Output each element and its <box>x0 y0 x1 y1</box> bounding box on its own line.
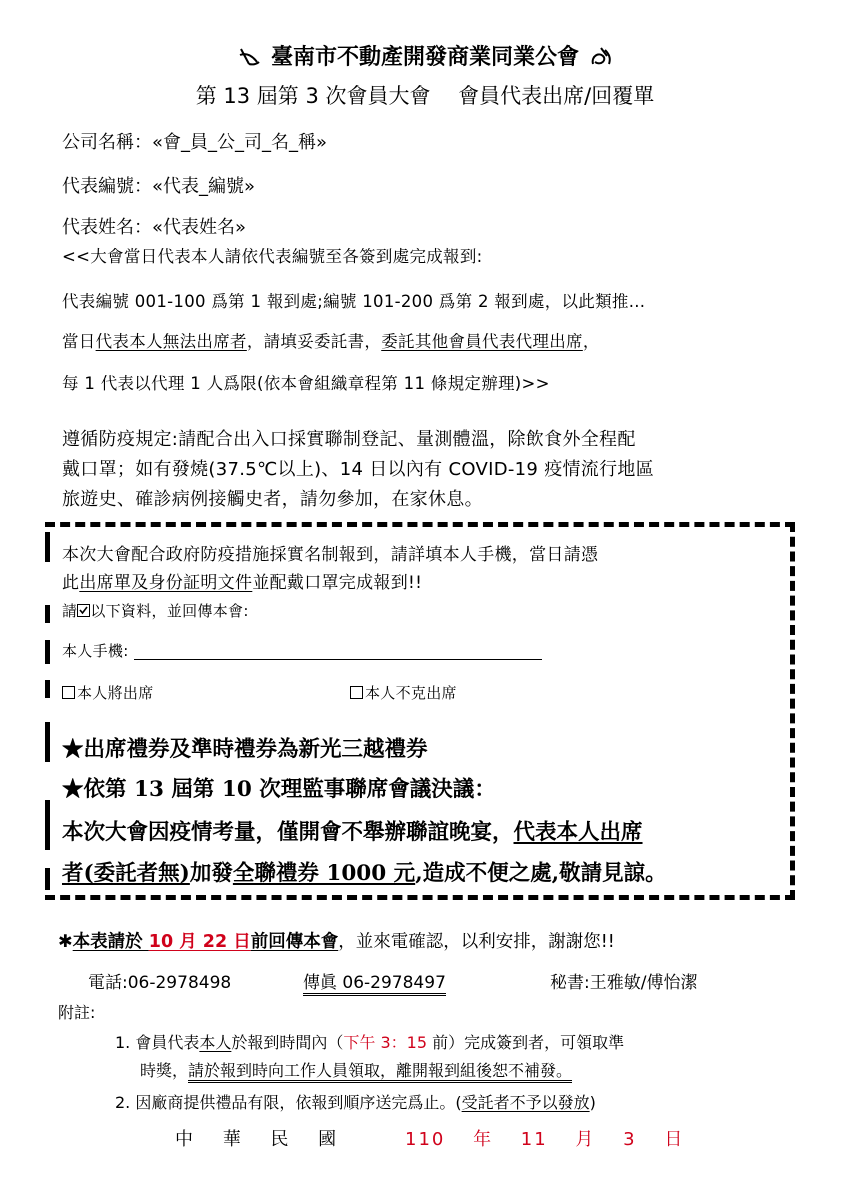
remarks-label: 附註: <box>58 1003 96 1022</box>
box-left-bar <box>45 868 50 890</box>
proxy-none-underline: 者(委託者無) <box>62 861 190 886</box>
absent-option[interactable]: 本人不克出席 <box>350 682 457 703</box>
box-left-bar <box>45 722 50 762</box>
meeting-title: 第 13 屆第 3 次會員大會 會員代表出席/回覆單 <box>195 84 655 108</box>
phone-input[interactable] <box>134 643 542 660</box>
deadline-date: 10 月 22 日 <box>148 932 251 952</box>
box-intro-2: 此出席單及身份証明文件並配戴口罩完成報到!! <box>62 573 423 593</box>
absent-rep-underline: 代表本人無法出席者 <box>95 332 247 351</box>
voucher-underline: 全聯禮券 1000 元 <box>232 861 416 886</box>
box-left-bar <box>45 640 50 664</box>
rep-attend-underline: 代表本人出席 <box>513 820 643 845</box>
checkin-time: 下午 3：15 <box>343 1033 428 1052</box>
checkin-note-2: 代表編號 001-100 爲第 1 報到處;編號 101-200 爲第 2 報到處，以此類推... <box>62 292 646 311</box>
dinner-notice-1: 本次大會因疫情考量，僅開會不舉辦聯誼晚宴，代表本人出席 <box>62 820 643 845</box>
rep-name-row <box>62 213 246 239</box>
epidemic-rule-1: 遵循防疫規定:請配合出入口採實聯制登記、量測體溫，除飲食外全程配 <box>62 429 636 450</box>
checked-box-icon <box>77 604 90 617</box>
rep-name-value: «代表姓名» <box>152 217 247 238</box>
asterisk-icon: ✱ <box>58 932 73 952</box>
return-deadline: ✱本表請於 10 月 22 日前回傳本會，並來電確認，以利安排，謝謝您!! <box>58 932 615 952</box>
epidemic-rule-3: 旅遊史、確診病例接觸史者，請勿參加，在家休息。 <box>62 489 483 510</box>
checkin-note-3: 當日代表本人無法出席者，請填妥委託書，委託其他會員代表代理出席， <box>62 332 600 351</box>
id-docs-underline: 出席單及身份証明文件 <box>79 573 253 593</box>
secretary: 秘書:王雅敏/傅怡潔 <box>550 973 698 993</box>
box-check-instruction: 請 以下資料，並回傳本會: <box>62 602 249 620</box>
phone-row <box>62 640 542 661</box>
epidemic-rule-2: 戴口罩；如有發燒(37.5℃以上)、14 日以內有 COVID-19 疫情流行地區 <box>62 459 655 480</box>
decorative-flourish-right-icon <box>587 46 613 68</box>
header-title <box>0 40 850 71</box>
proxy-underline: 委託其他會員代表代理出席 <box>381 332 583 351</box>
contact-phone: 電話:06-2978498 <box>88 973 232 993</box>
phone-label: 本人手機: <box>62 642 129 660</box>
remark-2: 2. 因廠商提供禮品有限，依報到順序送完爲止。(受託者不予以發放) <box>115 1093 596 1112</box>
rep-name-label: 代表姓名： <box>62 217 152 238</box>
checkin-note-1: <<大會當日代表本人請依代表編號至各簽到處完成報到: <box>62 247 483 266</box>
remark-1-cont: 時獎，請於報到時向工作人員領取，離開報到組後恕不補發。 <box>140 1058 572 1081</box>
gift-notice: ★出席禮券及準時禮券為新光三越禮券 <box>62 737 428 762</box>
date-value: 110 年 11 月 3 日 <box>405 1129 685 1150</box>
date-label: 中 華 民 國 <box>175 1129 339 1150</box>
company-name-value: «會_員_公_司_名_稱» <box>152 132 328 153</box>
company-name-label: 公司名稱： <box>62 132 152 153</box>
box-left-bar <box>45 800 50 850</box>
rep-number-row <box>62 172 255 198</box>
rep-number-label: 代表編號： <box>62 176 152 197</box>
box-left-bar <box>45 605 50 623</box>
decorative-flourish-left-icon <box>237 46 263 68</box>
rep-number-value: «代表_編號» <box>152 176 256 197</box>
association-name: 臺南市不動產開發商業同業公會 <box>270 45 579 70</box>
attend-checkbox[interactable] <box>62 686 75 699</box>
box-intro-1: 本次大會配合政府防疫措施採實名制報到，請詳填本人手機，當日請憑 <box>62 545 599 565</box>
checkin-note-4: 每 1 代表以代理 1 人爲限(依本會組織章程第 11 條規定辦理)>> <box>62 374 550 393</box>
resolution-notice: ★依第 13 屆第 10 次理監事聯席會議決議： <box>62 777 496 802</box>
attend-option[interactable]: 本人將出席 <box>62 682 154 703</box>
box-left-bar <box>45 680 50 698</box>
contact-fax: 傳眞 06-2978497 <box>303 968 446 993</box>
remark-1: 1. 會員代表本人於報到時間內（下午 3：15 前）完成簽到者，可領取準 <box>115 1033 625 1052</box>
box-left-bar <box>45 532 50 562</box>
company-name-row <box>62 128 327 154</box>
dinner-notice-2: 者(委託者無)加發全聯禮券 1000 元,造成不便之處,敬請見諒。 <box>62 861 667 886</box>
absent-checkbox[interactable] <box>350 686 363 699</box>
